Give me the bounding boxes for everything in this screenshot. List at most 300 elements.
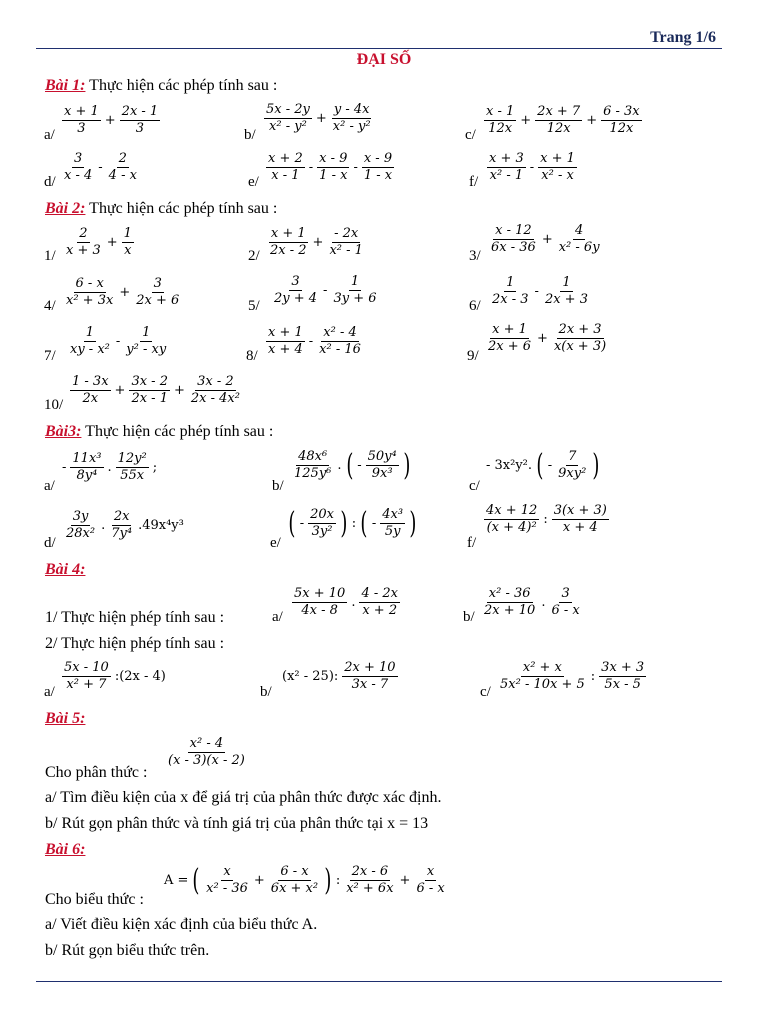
- operator: +: [173, 383, 185, 398]
- numerator: 7: [568, 449, 577, 464]
- numerator: 3x - 2: [197, 374, 234, 389]
- bai2-heading-line: [45, 200, 277, 218]
- operator: -: [323, 283, 328, 298]
- denominator: x² - 36: [206, 881, 248, 896]
- denominator: 5x² - 10x + 5: [500, 677, 585, 692]
- operator: :: [335, 873, 341, 888]
- denominator: 2x - 2: [270, 243, 307, 258]
- numerator: x + 1: [540, 151, 575, 166]
- bai4-2b-expr: [280, 660, 400, 693]
- denominator: 2x + 6: [136, 293, 180, 308]
- bai1-f-label: f/: [469, 174, 479, 190]
- bai2-4-label: 4/: [44, 298, 56, 314]
- denominator: x - 1: [271, 168, 300, 183]
- bracket: ): [324, 862, 332, 898]
- operator: .: [351, 595, 356, 610]
- bai4-1b-expr: [480, 586, 584, 619]
- denominator: 6 - x: [551, 603, 580, 618]
- numerator: 2x + 7: [537, 104, 581, 119]
- fraction: [70, 451, 103, 484]
- numerator: 3: [561, 586, 570, 601]
- bai3-text: Thực hiện các phép tính sau :: [85, 423, 274, 440]
- fraction: [62, 104, 101, 137]
- bai5-heading-line: [45, 710, 85, 728]
- bai2-9-expr: [484, 322, 610, 355]
- operator: +: [119, 285, 131, 300]
- fraction: [599, 660, 646, 693]
- bai4-heading: Bài 4:: [45, 561, 86, 578]
- denominator: 2x: [82, 391, 99, 406]
- bracket: (: [345, 447, 353, 483]
- bai1-a-label: a/: [44, 127, 55, 143]
- fraction: [487, 151, 526, 184]
- fraction: [64, 509, 97, 542]
- bai2-7-expr: [66, 325, 170, 358]
- numerator: 1: [350, 274, 360, 289]
- denominator: 9x³: [371, 466, 393, 481]
- bai1-e-expr: [264, 151, 396, 184]
- bai6-heading: Bài 6:: [45, 841, 86, 858]
- bai5-b: b/ Rút gọn phân thức và tính giá trị của phân thức tại x = 13: [45, 815, 429, 832]
- bracket: (: [360, 505, 368, 541]
- denominator: x(x + 3): [553, 339, 607, 354]
- bai2-2-label: 2/: [248, 248, 260, 264]
- numerator: 6 - x: [280, 864, 309, 879]
- fraction: [268, 226, 309, 259]
- fraction: [308, 507, 336, 540]
- bai2-5-expr: [270, 274, 381, 307]
- numerator: 5x + 10: [294, 586, 346, 601]
- fraction: [549, 586, 581, 619]
- fraction: [317, 151, 349, 184]
- top-rule: [36, 48, 722, 49]
- operator: :(2x - 4): [114, 669, 166, 684]
- denominator: 5x - 5: [604, 677, 641, 692]
- bai2-5-label: 5/: [248, 298, 260, 314]
- fraction: [342, 660, 397, 693]
- fraction: [486, 322, 533, 355]
- bai4-1a-label: a/: [272, 609, 283, 625]
- numerator: 4: [574, 223, 584, 238]
- denominator: 8y⁴: [76, 468, 98, 483]
- bai2-heading: Bài 2:: [45, 200, 86, 217]
- denominator: 2x - 1: [131, 391, 168, 406]
- bracket: ): [592, 447, 600, 483]
- numerator: 4 - 2x: [361, 586, 398, 601]
- numerator: 1 - 3x: [72, 374, 109, 389]
- fraction: [601, 104, 642, 137]
- bai3-d-label: d/: [44, 535, 56, 551]
- denominator: 12x: [609, 121, 634, 136]
- bai1-text: Thực hiện các phép tính sau :: [89, 77, 278, 94]
- operator: -: [98, 160, 103, 175]
- numerator: x² - 36: [488, 586, 531, 601]
- bai3-e-expr: [286, 507, 419, 540]
- numerator: 20x: [310, 507, 334, 522]
- denominator: x² - x: [541, 168, 574, 183]
- fraction: [482, 586, 537, 619]
- denominator: 9xy²: [558, 466, 587, 481]
- bai3-heading: Bài3:: [45, 423, 82, 440]
- fraction: [62, 660, 111, 693]
- numerator: x + 1: [268, 325, 303, 340]
- numerator: 2x - 1: [121, 104, 159, 119]
- denominator: 1 - x: [363, 168, 393, 183]
- bai1-d-label: d/: [44, 174, 56, 190]
- fraction: [266, 325, 305, 358]
- operator: +: [312, 235, 324, 250]
- fraction: [109, 509, 134, 542]
- operator: +: [537, 331, 548, 346]
- bai2-text: Thực hiện các phép tính sau :: [89, 200, 278, 217]
- bai4-2a-expr: [60, 660, 168, 693]
- bottom-rule: [36, 981, 722, 982]
- numerator: x + 1: [492, 322, 527, 337]
- bai2-9-label: 9/: [467, 348, 479, 364]
- bracket: (: [536, 447, 544, 483]
- bai2-10-label: 10/: [44, 397, 64, 413]
- bai1-b-label: b/: [244, 127, 256, 143]
- numerator: y - 4x: [333, 102, 370, 117]
- numerator: x + 1: [64, 104, 99, 119]
- operator: -: [62, 460, 67, 475]
- denominator: x² - 1: [489, 168, 524, 183]
- denominator: 3x - 7: [351, 677, 389, 692]
- operator: .: [107, 460, 112, 475]
- fraction: [264, 102, 312, 135]
- denominator: 12x: [488, 121, 513, 136]
- operator: ;: [152, 460, 158, 475]
- numerator: 1: [85, 325, 95, 340]
- numerator: 3(x + 3): [553, 503, 607, 518]
- bai1-d-expr: [60, 151, 141, 184]
- fraction: [64, 226, 103, 259]
- fraction: [362, 151, 394, 184]
- numerator: 1: [506, 275, 515, 290]
- bai1-c-label: c/: [465, 127, 476, 143]
- numerator: x: [223, 864, 231, 879]
- operator: +: [315, 111, 327, 126]
- bai3-e-label: e/: [270, 535, 281, 551]
- denominator: (x - 3)(x - 2): [168, 753, 245, 768]
- numerator: x + 1: [270, 226, 306, 241]
- bai1-c-expr: [482, 104, 644, 137]
- fraction: [124, 325, 168, 358]
- denominator: x + 4: [268, 342, 303, 357]
- fraction: [366, 449, 399, 482]
- bai2-3-expr: [487, 223, 604, 256]
- fraction: [120, 104, 161, 137]
- bai6-intro: Cho biểu thức :: [45, 891, 144, 908]
- bai4-part2: 2/ Thực hiện phép tính sau :: [45, 635, 225, 652]
- numerator: 6 - x: [75, 276, 104, 291]
- bai3-b-expr: [290, 449, 412, 482]
- numerator: 4x + 12: [486, 503, 538, 518]
- bai3-heading-line: [45, 423, 273, 441]
- fraction: [116, 451, 149, 484]
- denominator: x + 3: [66, 243, 101, 258]
- operator: -: [353, 160, 358, 175]
- bai2-10-expr: [68, 374, 244, 407]
- fraction: [107, 151, 139, 184]
- denominator: 2x - 3: [492, 292, 529, 307]
- numerator: 3y: [72, 509, 89, 524]
- operator: +: [399, 873, 411, 888]
- operator: (x² - 25):: [282, 669, 339, 684]
- numerator: 1: [123, 226, 132, 241]
- denominator: x² - 6y: [558, 240, 600, 255]
- denominator: (x + 4)²: [486, 520, 537, 535]
- fraction: [331, 274, 378, 307]
- bai4-1b-label: b/: [463, 609, 475, 625]
- denominator: x² + 6x: [346, 881, 394, 896]
- fraction: [266, 151, 305, 184]
- operator: :: [590, 669, 596, 684]
- bracket: (: [288, 505, 296, 541]
- denominator: x² - 1: [329, 243, 363, 258]
- numerator: x² - 4: [189, 736, 224, 751]
- numerator: 5x - 10: [64, 660, 109, 675]
- fraction: [414, 864, 446, 897]
- operator: A =: [164, 873, 189, 888]
- numerator: 4x³: [382, 507, 404, 522]
- bai4-1a-expr: [290, 586, 402, 619]
- denominator: 3y²: [311, 524, 333, 539]
- bai1-e-label: e/: [248, 174, 259, 190]
- operator: -: [357, 458, 362, 473]
- page-number: Trang 1/6: [650, 29, 716, 46]
- operator: +: [104, 113, 116, 128]
- denominator: 55x: [120, 468, 145, 483]
- denominator: x² - y²: [332, 119, 371, 134]
- denominator: 12x: [546, 121, 571, 136]
- denominator: 2x + 3: [544, 292, 588, 307]
- numerator: 3x - 2: [131, 374, 168, 389]
- operator: :: [543, 512, 548, 527]
- fraction: [538, 151, 577, 184]
- numerator: 1: [562, 275, 571, 290]
- operator: .: [101, 518, 106, 533]
- denominator: 4 - x: [108, 168, 137, 183]
- bai1-b-expr: [262, 102, 375, 135]
- bai3-a-label: a/: [44, 478, 55, 494]
- numerator: 2x + 10: [344, 660, 396, 675]
- numerator: x - 9: [363, 151, 393, 166]
- numerator: 50y⁴: [367, 449, 397, 464]
- denominator: x: [124, 243, 132, 258]
- fraction: [327, 226, 364, 259]
- fraction: [344, 864, 395, 897]
- numerator: 2x + 3: [558, 322, 602, 337]
- numerator: x - 1: [486, 104, 515, 119]
- numerator: 12y²: [117, 451, 147, 466]
- bai5-expr: [164, 736, 249, 769]
- bai3-f-label: f/: [467, 535, 477, 551]
- bai4-2b-label: b/: [260, 684, 272, 700]
- operator: +: [253, 873, 265, 888]
- fraction: [380, 507, 405, 540]
- numerator: 3: [73, 151, 83, 166]
- fraction: [498, 660, 587, 693]
- denominator: x + 2: [362, 603, 398, 618]
- numerator: x² + x: [522, 660, 562, 675]
- fraction: [552, 503, 609, 536]
- bai1-a-expr: [60, 104, 162, 137]
- denominator: 6x - 36: [491, 240, 536, 255]
- bai2-1-expr: [62, 226, 136, 259]
- denominator: x² - y²: [269, 119, 307, 134]
- numerator: 2: [79, 226, 88, 241]
- denominator: y² - xy: [126, 342, 167, 357]
- operator: +: [520, 113, 532, 128]
- fraction: [272, 274, 319, 307]
- denominator: 6x + x²: [270, 881, 319, 896]
- denominator: 4x - 8: [301, 603, 338, 618]
- bai1-heading: Bài 1:: [45, 77, 86, 94]
- bai3-c-label: c/: [469, 478, 480, 494]
- denominator: x² - 16: [319, 342, 361, 357]
- bai5-intro: Cho phân thức :: [45, 764, 148, 781]
- bai4-2a-label: a/: [44, 684, 55, 700]
- bai4-2c-expr: [496, 660, 648, 693]
- bai2-7-label: 7/: [44, 348, 56, 364]
- bai3-c-expr: [484, 449, 602, 482]
- numerator: 1: [142, 325, 151, 340]
- bracket: ): [403, 447, 411, 483]
- bai6-expr: [162, 864, 449, 897]
- numerator: x - 12: [495, 223, 532, 238]
- fraction: [70, 374, 111, 407]
- numerator: 11x³: [72, 451, 102, 466]
- denominator: 6 - x: [416, 881, 445, 896]
- fraction: [62, 151, 94, 184]
- denominator: 2y + 4: [274, 291, 318, 306]
- operator: -: [308, 160, 314, 175]
- fraction: [490, 275, 531, 308]
- bai4-part1: 1/ Thực hiện phép tính sau :: [45, 609, 225, 626]
- bai2-6-label: 6/: [469, 298, 481, 314]
- numerator: 3: [291, 274, 300, 289]
- fraction: [543, 275, 590, 308]
- bai2-2-expr: [266, 226, 367, 259]
- bai1-heading-line: [45, 77, 277, 95]
- operator: :: [351, 516, 357, 531]
- fraction: [331, 102, 373, 135]
- bai6-b: b/ Rút gọn biểu thức trên.: [45, 942, 210, 959]
- operator: +: [586, 113, 598, 128]
- operator: +: [106, 235, 118, 250]
- fraction: [552, 322, 608, 355]
- fraction: [556, 449, 588, 482]
- bai3-a-expr: [60, 451, 159, 484]
- numerator: 2x: [113, 509, 130, 524]
- denominator: 2x + 6: [488, 339, 532, 354]
- numerator: - 2x: [334, 226, 359, 241]
- numerator: x + 2: [268, 151, 303, 166]
- fraction: [122, 226, 134, 259]
- fraction: [292, 586, 347, 619]
- fraction: [317, 325, 363, 358]
- operator: .: [541, 595, 546, 610]
- bai2-4-expr: [62, 276, 183, 309]
- bai4-heading-line: [45, 561, 85, 579]
- denominator: 28x²: [66, 526, 96, 541]
- denominator: x² + 3x: [66, 293, 114, 308]
- operator: -: [371, 516, 377, 531]
- denominator: 1 - x: [319, 168, 348, 183]
- denominator: 125y⁶: [294, 466, 332, 481]
- fraction: [68, 325, 112, 358]
- bracket: ): [409, 505, 417, 541]
- bai3-f-expr: [482, 503, 611, 536]
- operator: .: [337, 458, 342, 473]
- bai2-6-expr: [488, 275, 592, 308]
- operator: -: [529, 160, 535, 175]
- denominator: 2x - 4x²: [190, 391, 240, 406]
- fraction: [129, 374, 170, 407]
- numerator: x + 3: [489, 151, 524, 166]
- operator: -: [534, 284, 539, 299]
- operator: +: [541, 232, 553, 247]
- numerator: x: [426, 864, 435, 879]
- operator: .49x⁴y³: [138, 518, 184, 533]
- bai4-2c-label: c/: [480, 684, 491, 700]
- numerator: 3x + 3: [601, 660, 645, 675]
- bracket: (: [192, 862, 200, 898]
- operator: -: [299, 516, 305, 531]
- fraction: [484, 104, 516, 137]
- numerator: 2x - 6: [351, 864, 389, 879]
- fraction: [292, 449, 333, 482]
- fraction: [134, 276, 181, 309]
- numerator: 48x⁶: [298, 449, 328, 464]
- operator: +: [114, 383, 126, 398]
- operator: - 3x²y².: [486, 458, 533, 473]
- bai2-1-label: 1/: [44, 248, 56, 264]
- fraction: [204, 864, 250, 897]
- denominator: 3: [77, 121, 86, 136]
- denominator: 5y: [384, 524, 401, 539]
- fraction: [189, 374, 242, 407]
- operator: -: [308, 334, 314, 349]
- denominator: 3y + 6: [333, 291, 377, 306]
- fraction: [269, 864, 320, 897]
- fraction: [489, 223, 538, 256]
- denominator: x² + 7: [66, 677, 107, 692]
- numerator: 3: [153, 276, 162, 291]
- bai2-8-label: 8/: [246, 348, 258, 364]
- numerator: 2: [118, 151, 127, 166]
- page-title: ĐẠI SỐ: [356, 51, 412, 68]
- numerator: 6 - 3x: [603, 104, 640, 119]
- bracket: ): [340, 505, 348, 541]
- numerator: x - 9: [319, 151, 348, 166]
- numerator: 5x - 2y: [266, 102, 310, 117]
- denominator: 7y⁴: [111, 526, 133, 541]
- fraction: [535, 104, 582, 137]
- denominator: x - 4: [64, 168, 93, 183]
- fraction: [484, 503, 539, 536]
- bai5-a: a/ Tìm điều kiện của x để giá trị của phân thức được xác định.: [45, 789, 442, 806]
- fraction: [166, 736, 247, 769]
- bai2-8-expr: [264, 325, 365, 358]
- denominator: x + 4: [562, 520, 598, 535]
- fraction: [359, 586, 400, 619]
- bai2-3-label: 3/: [469, 248, 481, 264]
- bai6-a: a/ Viết điều kiện xác định của biểu thức A.: [45, 916, 318, 933]
- denominator: 3: [135, 121, 145, 136]
- numerator: x² - 4: [323, 325, 357, 340]
